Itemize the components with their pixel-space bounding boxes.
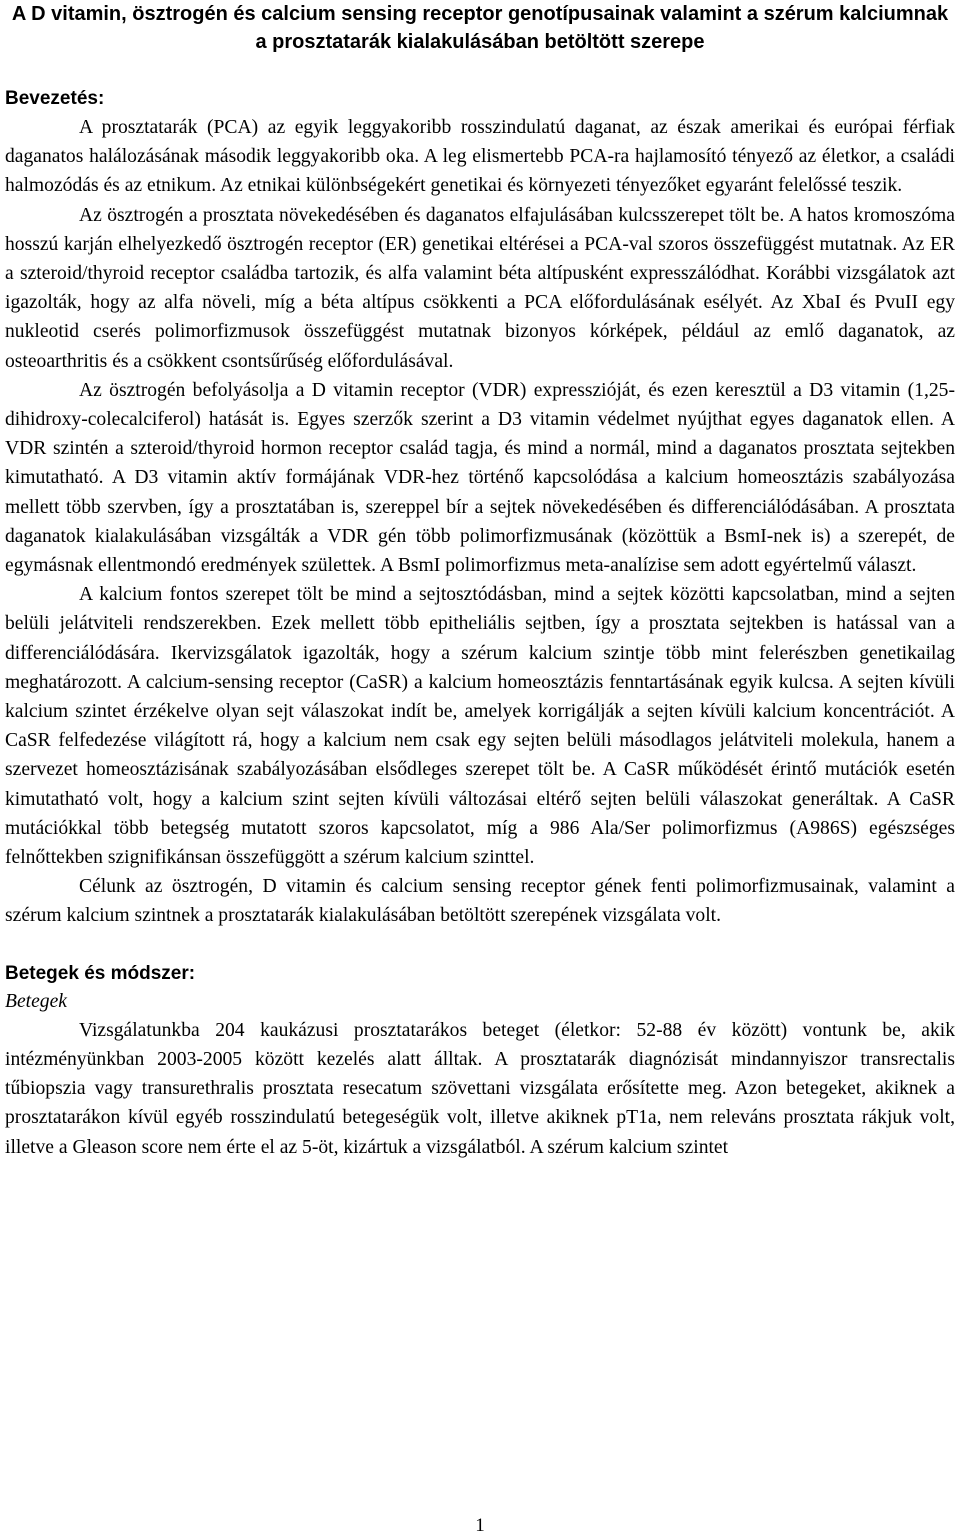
document-page (5, 0, 955, 1162)
methods-paragraph: Vizsgálatunkba 204 kaukázusi prosztatarákos beteget (életkor: 52-88 év között) vontunk be, akik intézményünkban 2003-2005 között kezelés alatt álltak. A prosztatarák diagnózisát mindannyiszor transrectalis tűbiopszia vagy transurethralis prosztata resecatum szövettani vizsgálata erősítette meg. Azon betegeket, akiknek a prosztatarákon kívül egyéb rosszindulatú betegeségük volt, illetve akiknek pT1a, nem releváns prosztata rákjuk volt, illetve a Gleason score nem érte el az 5-öt, kizártuk a vizsgálatból. A szérum kalcium szintet (5, 1019, 955, 1158)
page-number: 1 (475, 1515, 485, 1536)
intro-paragraph-1: A prosztatarák (PCA) az egyik leggyakoribb rosszindulatú daganat, az észak amerikai és európai férfiak daganatos halálozásának második leggyakoribb oka. A leg elismertebb PCA-ra hajlamosító tényező az életkor, a családi halmozódás és az etnikum. Az etnikai különbségekért genetikai és környezeti tényezőket egyaránt felelőssé teszik. (5, 117, 955, 197)
intro-heading: Bevezetés: (5, 88, 105, 109)
intro-paragraph-2: Az ösztrogén a prosztata növekedésében és daganatos elfajulásában kulcsszerepet tölt be. A hatos kromoszóma hosszú karján elhelyezkedő ösztrogén receptor (ER) genetikai eltérései a PCA-val szoros összefüggést mutatnak. Az ER a szteroid/thyroid receptor családba tartozik, és alfa valamint béta altípusként expresszálódhat. Korábbi vizsgálatok azt igazolták, hogy az alfa növeli, míg a béta altípus csökkenti a PCA előfordulásának esélyét. Az XbaI és PvuII egy nukleotid cserés polimorfizmusok összefüggést mutatnak bizonyos kórképek, például az emlő daganatok, az osteoarthritis és a csökkent csontsűrűség előfordulásával. (5, 204, 955, 372)
spacer (5, 931, 955, 960)
methods-subheading: Betegek (5, 990, 67, 1012)
spacer (5, 56, 955, 85)
intro-paragraph-3: Az ösztrogén befolyásolja a D vitamin receptor (VDR) expresszióját, és ezen keresztül a D3 vitamin (1,25-dihidroxy-colecalciferol) hatását is. Egyes szerzők szerint a D3 vitamin védelmet nyújthat egyes daganatok ellen. A VDR szintén a szteroid/thyroid hormon receptor család tagja, és mind a normál, mind a daganatos prosztata sejtekben kimutatható. A D3 vitamin aktív formájának VDR-hez történő kapcsolódása a kalcium homeosztázis szabályozása mellett több szervben, így a prosztatában is, szereppel bír a sejtek növekedésében és differenciálódásában. A prosztata daganatok kialakulásában vizsgálták a VDR gén több polimorfizmusának (közöttük a BsmI-nek is) a szerepét, de egymásnak ellentmondó eredmények születtek. A BsmI polimorfizmus meta-analízise sem adott egyértelmű választ. (5, 379, 955, 577)
methods-heading: Betegek és módszer: (5, 962, 196, 984)
intro-paragraph-4: A kalcium fontos szerepet tölt be mind a sejtosztódásban, mind a sejtek közötti kapcsolatban, mind a sejten belüli jelátviteli rendszerekben. Ezek mellett több epitheliális sejtben, így a prosztata sejtekben is hatással van a differenciálódására. Ikervizsgálatok igazolták, hogy a szérum kalcium szintje több mint felerészben genetikailag meghatározott. A calcium-sensing receptor (CaSR) a kalcium homeosztázis fenntartásának egyik kulcsa. A sejten kívüli kalcium szintet érzékelve olyan sejt válaszokat indít be, amelyek korrigálják a sejten kívüli kalcium koncentrációt. A CaSR felfedezése világított rá, hogy a kalcium nem csak egy sejten belüli másodlagos jelátviteli molekula, hanem a szervezet homeosztázisának szabályozásában elsődleges szerepet tölt be. A CaSR működését érintő mutációk esetén kimutatható volt, hogy a kalcium szint sejten kívüli változásai eltérő sejten belüli válaszokat generáltak. A CaSR mutációkkal több betegség mutatott szoros kapcsolatot, míg a 986 Ala/Ser polimorfizmus (A986S) egészséges felnőttekben szignifikánsan összefüggött a szérum kalcium szinttel. (5, 584, 955, 869)
intro-paragraph-5: Célunk az ösztrogén, D vitamin és calcium sensing receptor gének fenti polimorfizmusainak, valamint a szérum kalcium szintnek a prosztatarák kialakulásában betöltött szerepének vizsgálata volt. (5, 876, 955, 927)
document-title: A D vitamin, ösztrogén és calcium sensing receptor genotípusainak valamint a szérum kalciumnak a prosztatarák kialakulásában betöltött szerepe (11, 3, 949, 53)
